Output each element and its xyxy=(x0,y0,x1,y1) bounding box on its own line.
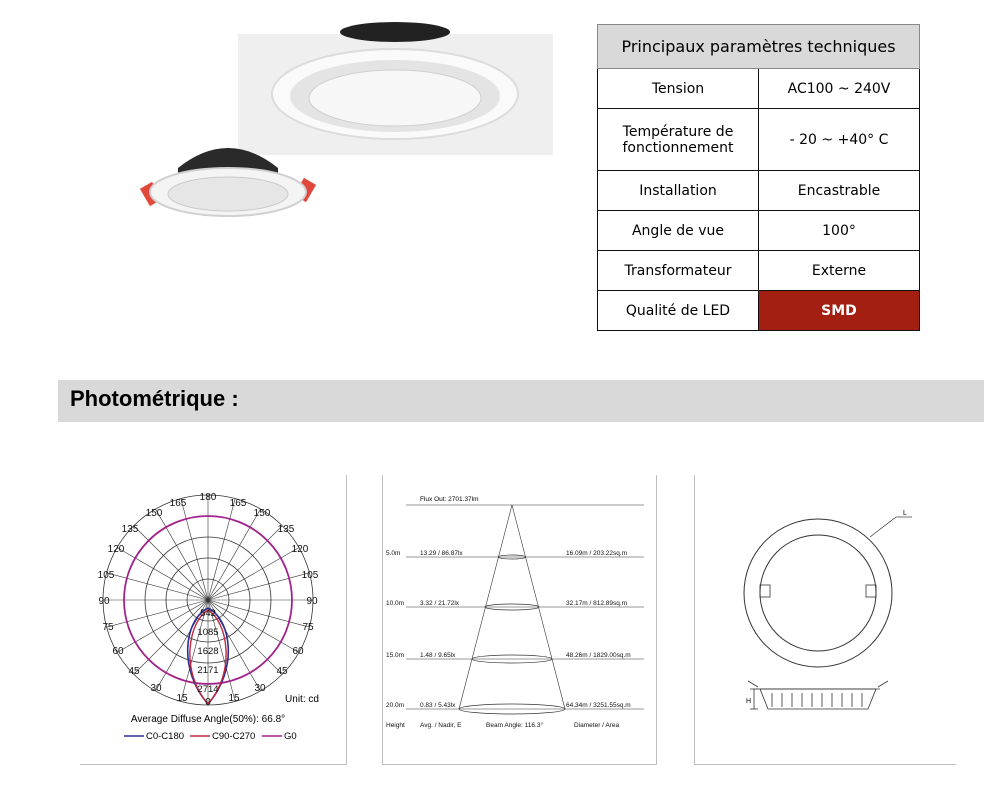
spec-label-transformateur: Transformateur xyxy=(598,251,759,291)
polar-grid-ray xyxy=(181,499,208,600)
polar-label-75-r: 75 xyxy=(302,622,314,633)
polar-grid-ray xyxy=(208,600,299,653)
cone-footer-avg: Avg. / Nadir, E xyxy=(420,722,462,729)
polar-grid-ray xyxy=(208,600,309,627)
polar-label-0: 0 xyxy=(205,697,211,708)
polar-label-180: 180 xyxy=(199,492,217,503)
polar-label-120-r: 120 xyxy=(291,544,309,555)
cone-height-15: 15.0m xyxy=(386,652,405,659)
spec-label-temperature: Température de fonctionnement xyxy=(598,109,759,171)
polar-label-105-l: 105 xyxy=(97,570,115,581)
panel-divider-4 xyxy=(694,475,695,765)
polar-label-60-r: 60 xyxy=(292,646,304,657)
polar-unit: Unit: cd xyxy=(285,694,319,705)
cone-flux: Flux Out: 2701.37lm xyxy=(420,496,479,503)
drawing-label-l: L xyxy=(903,510,907,517)
polar-grid-ray xyxy=(117,600,208,653)
polar-grid-ray xyxy=(134,526,208,600)
polar-label-45-l: 45 xyxy=(128,666,140,677)
legend-label-g0: G0 xyxy=(284,731,297,742)
spec-value-transformateur: Externe xyxy=(759,251,920,291)
panel-divider-3 xyxy=(656,475,657,765)
spec-label-angle: Angle de vue xyxy=(598,211,759,251)
polar-grid-ray xyxy=(208,600,282,674)
polar-grid-ray xyxy=(117,548,208,601)
cone-value-10: 3.32 / 21.72lx xyxy=(420,600,460,607)
polar-label-135-r: 135 xyxy=(277,524,295,535)
polar-radial-1628: 1628 xyxy=(197,646,219,657)
section-title: Photométrique : xyxy=(70,386,239,411)
polar-grid-ray xyxy=(208,573,309,600)
polar-label-150-l: 150 xyxy=(145,508,163,519)
polar-radial-1085: 1085 xyxy=(197,627,219,638)
polar-grid-ray xyxy=(107,573,208,600)
photometrique-bar xyxy=(58,380,984,422)
spec-value-angle: 100° xyxy=(759,211,920,251)
polar-radial-2171: 2171 xyxy=(197,665,219,676)
cone-footer-diam: Diameter / Area xyxy=(574,722,620,729)
polar-grid-ray xyxy=(208,526,282,600)
legend-label-c0: C0-C180 xyxy=(146,731,185,742)
cone-diam-10: 32.17m / 812.89sq.m xyxy=(566,600,628,607)
polar-label-105-r: 105 xyxy=(301,570,319,581)
polar-label-135-l: 135 xyxy=(121,524,139,535)
panel-divider-2 xyxy=(382,475,383,765)
polar-label-150-r: 150 xyxy=(253,508,271,519)
cone-value-20: 0.83 / 5.43lx xyxy=(420,702,456,709)
polar-grid-ray xyxy=(208,499,235,600)
polar-label-120-l: 120 xyxy=(107,544,125,555)
cone-diam-20: 64.34m / 3251.55sq.m xyxy=(566,702,631,709)
cone-footer-beam: Beam Angle: 116.3° xyxy=(486,722,544,729)
polar-label-75-l: 75 xyxy=(102,622,114,633)
spec-value-led: SMD xyxy=(759,291,920,331)
cone-value-5: 13.29 / 86.87lx xyxy=(420,550,463,557)
polar-diagram xyxy=(80,480,345,765)
polar-grid-ray xyxy=(156,509,209,600)
polar-label-15-l: 15 xyxy=(176,693,188,704)
panel-base-3 xyxy=(694,764,956,765)
product-photo-small xyxy=(138,128,318,220)
legend-label-c90: C90-C270 xyxy=(212,731,256,742)
polar-label-45-r: 45 xyxy=(276,666,288,677)
panel-base-2 xyxy=(382,764,657,765)
polar-label-30-l: 30 xyxy=(150,683,162,694)
polar-label-60-l: 60 xyxy=(112,646,124,657)
polar-label-90-l: 90 xyxy=(98,596,110,607)
cone-diam-5: 16.09m / 203.22sq.m xyxy=(566,550,628,557)
polar-label-15-r: 15 xyxy=(228,693,240,704)
polar-label-90-r: 90 xyxy=(306,596,318,607)
cone-footer-height: Height xyxy=(386,722,405,729)
cone-diam-15: 48.26m / 1829.00sq.m xyxy=(566,652,631,659)
panel-divider-1 xyxy=(346,475,347,765)
spec-label-installation: Installation xyxy=(598,171,759,211)
cone-value-15: 1.48 / 9.65lx xyxy=(420,652,456,659)
cone-diagram xyxy=(384,485,656,755)
polar-radial-2714: 2714 xyxy=(197,684,219,695)
polar-radial-542: 542 xyxy=(200,608,216,619)
polar-label-165-r: 165 xyxy=(229,498,247,509)
drawing-label-h: H xyxy=(746,698,752,705)
polar-grid-ray xyxy=(208,509,261,600)
cone-height-10: 10.0m xyxy=(386,600,405,607)
polar-label-165-l: 165 xyxy=(169,498,187,509)
spec-table-header: Principaux paramètres techniques xyxy=(598,25,920,69)
polar-grid-ray xyxy=(208,548,299,601)
cone-height-5: 5.0m xyxy=(386,550,401,557)
polar-caption: Average Diffuse Angle(50%): 66.8° xyxy=(130,714,286,725)
spec-label-tension: Tension xyxy=(598,69,759,109)
polar-label-30-r: 30 xyxy=(254,683,266,694)
spec-table xyxy=(597,24,920,331)
spec-value-temperature: - 20 ~ +40° C xyxy=(759,109,920,171)
spec-value-tension: AC100 ~ 240V xyxy=(759,69,920,109)
dimension-drawing xyxy=(698,495,956,735)
spec-label-led: Qualité de LED xyxy=(598,291,759,331)
spec-value-installation: Encastrable xyxy=(759,171,920,211)
polar-grid-ray xyxy=(107,600,208,627)
cone-height-20: 20.0m xyxy=(386,702,405,709)
